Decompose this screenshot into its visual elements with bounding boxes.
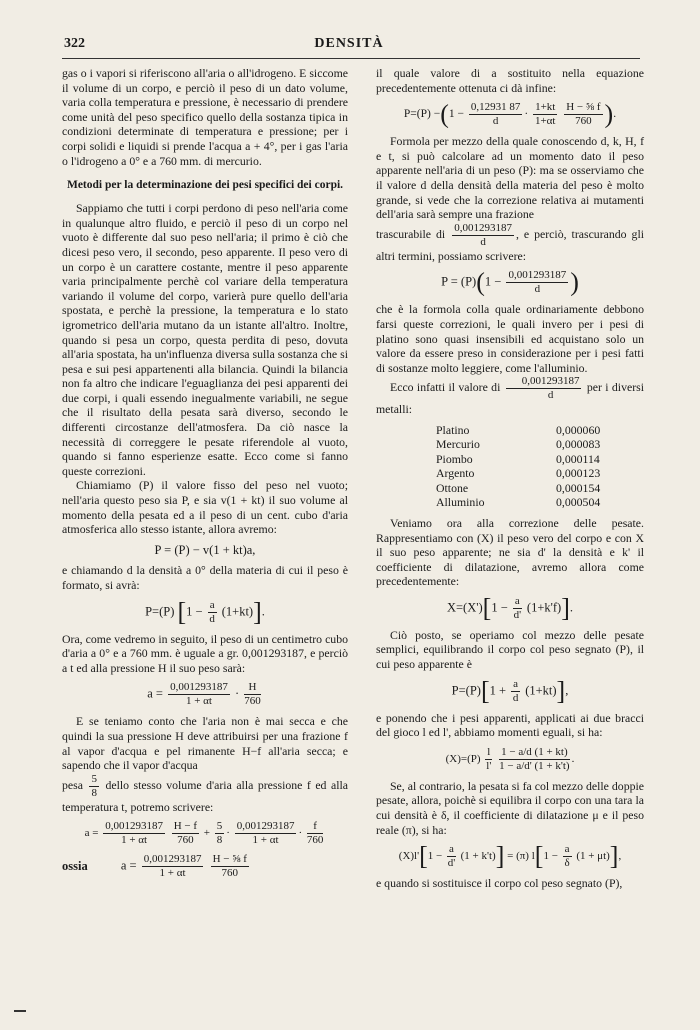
paragraph: Ora, come vedremo in seguito, il peso di un centimetro cubo d'aria a 0° e a 760 mm. è uguale a gr. 0,001293187, e perciò a t ed alla pressione H il suo peso sarà: bbox=[62, 631, 348, 675]
table-row: Ottone 0,000154 bbox=[436, 480, 601, 495]
eq-term: P=(P) bbox=[145, 603, 175, 618]
equation: P=(P) −(1 − $\frac{0,12931 87}{d}$ · $\frac{1+kt}{1+\alpha t}$ $\frac{\text{H − ⅝ f}}{760}$ ). bbox=[403, 99, 617, 129]
equation: (X)=(P) $\frac{l}{l'}$ $\frac{1 - a/d (1 + kt)}{1 - a/d' (1 + k't)}$ . bbox=[445, 745, 575, 772]
paragraph: Se, al contrario, la pesata si fa col mezzo delle doppie pesate, allora, poichè si equilibra il corpo con una tara la cui densità è δ, il coefficiente di dilatazione μ e il peso reale (π), si ha: bbox=[376, 778, 644, 837]
paragraph: gas o i vapori si riferiscono all'aria o all'idrogeno. E siccome il volume di un corpo, e perciò il peso di un dato volume, varia colla temperatura e pressione, è necessario di prendere come unità del peso specifico quello della sostanza tipica in condizioni determinate di temperatura e pressione; per i corpi solidi e liquidi si prende l'acqua a + 4°, per i gas l'aria o l'idrogeno a 0° e a 760 mm. di mercurio. bbox=[62, 66, 348, 168]
paragraph: e ponendo che i pesi apparenti, applicati ai due bracci del gioco l ed l', abbiamo momenti eguali, si ha: bbox=[376, 710, 644, 740]
equation: P = (P)(1 − $\frac{0,001293187}{d}$ ) bbox=[441, 267, 579, 297]
paragraph: il quale valore di a sostituito nella equazione precedentemente ottenuta ci dà infine: bbox=[376, 66, 644, 95]
section-title: Metodi per la determinazione dei pesi specifici dei corpi. bbox=[66, 179, 344, 192]
page-title: DENSITÀ bbox=[314, 36, 384, 51]
paragraph: Ciò posto, se operiamo col mezzo delle pesate semplici, equilibrando il corpo col peso segnato (P), il cui peso apparente è bbox=[376, 627, 644, 672]
page-header bbox=[64, 36, 634, 58]
header-rule bbox=[62, 58, 640, 59]
paragraph: Ecco infatti il valore di $\frac{0,001293187}{d}$ per i diversi metalli: bbox=[376, 375, 644, 417]
paragraph: e chiamando d la densità a 0° della materia di cui il peso è formato, si avrà: bbox=[62, 563, 348, 592]
paragraph: Veniamo ora alla correzione delle pesate. Rappresentiamo con (X) il peso vero del corpo e con X il suo peso apparente; ne sia d' la densità e k' il coefficiente di dilatazione, avremo allora come precedentemente: bbox=[376, 515, 644, 589]
equation: ossia a = $\frac{0,001293187}{1 + \alpha t}$ $\frac{\text{H − ⅝ f}}{760}$ bbox=[62, 853, 247, 880]
table-row: Piombo 0,000114 bbox=[436, 451, 600, 466]
equation: P = (P) − v(1 + kt)a, bbox=[154, 542, 256, 557]
table-row: Argento 0,000123 bbox=[436, 466, 601, 481]
equation: a = $\frac{0,001293187}{1 + \alpha t}$ $\frac{H - f}{760}$ + $\frac{5}{8}$ · $\frac{0,001293187}{1 + \alpha t}$ · $\frac{f}{760}$ bbox=[84, 820, 324, 847]
table-row: Platino 0,000060 bbox=[436, 422, 601, 437]
paragraph: Sappiamo che tutti i corpi perdono di peso nell'aria come in qualunque altro fluido, e perciò il peso di un corpo nel vuoto è differente dal suo peso nell'aria; il primo è ciò che dicesi peso vero, il secondo, peso apparente. Il peso vero di un corpo è un carattere costante, mentre il peso apparente varia principalmente perchè col variare della temperatura variando il volume del corpo, varierà pure quello dell'aria spostata, e perchè la pressione, la temperatura e lo stato igrometrico dell'aria mutano da un istante all'altro. Inoltre, quando si pesa un corpo, questa perdita di peso, dovuta all'aria spostata, ha un'influenza diversa sulla sostanza che si pesa e sui pesi appartenenti alla bilancia. Quindi la bilancia non fa altro che indicare l'eguaglianza dei pesi apparenti dei due corpi, i quali essendo inegualmente variabili, ne segue che il risultato della pesata sarà diverso, secondo le differenti circostanze dell'atmosfera. Da ciò nasce la necessità di correggere le pesate riferendole al vuoto, quando si fanno esperienze esatte. Ecco come si fanno queste correzioni. bbox=[62, 201, 348, 478]
paragraph: Formola per mezzo della quale conoscendo d, k, H, f e t, si può calcolare ad un momento dato il peso apparente nell'aria di un peso (P): ma se osserviamo che il valore d della densità della materia del peso è molto grande, si vede che la correzione relativa ai mutamenti dell'aria sarà sempre una frazione bbox=[376, 134, 644, 222]
table-row: Mercurio 0,000083 bbox=[436, 437, 601, 452]
right-column bbox=[376, 66, 644, 891]
equation: X=(X')[1 − $\frac{a}{d'}$ (1+k'f)]. bbox=[446, 593, 574, 623]
paragraph: trascurabile di $\frac{0,001293187}{d}$ , e perciò, trascurando gli altri termini, possiamo scrivere: bbox=[376, 221, 645, 263]
paragraph: e quando si sostituisce il corpo col peso segnato (P), bbox=[376, 876, 623, 891]
paragraph: Chiamiamo (P) il valore fisso del peso nel vuoto; nell'aria questo peso sia P, e sia v(1 + kt) il suo volume al momento della pesata ed a il peso di un cent. cubo d'aria atmosferica allo stesso istante, allora avremo: bbox=[62, 478, 348, 537]
table-row: Alluminio 0,000504 bbox=[436, 495, 601, 510]
margin-mark bbox=[14, 1010, 26, 1012]
equation: P=(P)[1 + $\frac{a}{d}$ (1+kt)], bbox=[451, 676, 569, 706]
paragraph: che è la formola colla quale ordinariamente debbono farsi queste correzioni, le quali invero per i pesi di platino sono quasi insensibili ed acquistano solo un valore da essere preso in considerazione per i pesi fatti di sostanze molto leggiere, come l'alluminio. bbox=[376, 302, 644, 375]
metals-table bbox=[436, 423, 626, 510]
equation: P=(P) [1 − $\frac{a}{d}$ (1+kt)]. bbox=[145, 597, 265, 627]
equation: a = $\frac{0,001293187}{1 + \alpha t}$ · $\frac{H}{760}$ bbox=[147, 681, 261, 708]
equation: (X)l'[1 − $\frac{a}{d'}$ (1 + k't)] = (π) l[1 − $\frac{a}{\delta}$ (1 + μt)], bbox=[398, 841, 622, 871]
eq-term: 1 − bbox=[186, 603, 203, 618]
paragraph: pesa $\frac{5}{8}$ dello stesso volume d'aria alla pressione f ed alla temperatura t, potremo scrivere: bbox=[62, 772, 348, 814]
paragraph: E se teniamo conto che l'aria non è mai secca e che quindi la sua pressione H deve attribuirsi per una frazione f al vapor d'acqua e pel rimanente H−f all'aria secca; e sapendo che il vapor d'acqua bbox=[62, 714, 348, 773]
fraction: $\frac{a}{d}$ bbox=[209, 598, 215, 625]
page-number: 322 bbox=[64, 36, 85, 51]
left-column bbox=[62, 66, 348, 886]
eq-term: (1+kt) bbox=[221, 603, 254, 618]
